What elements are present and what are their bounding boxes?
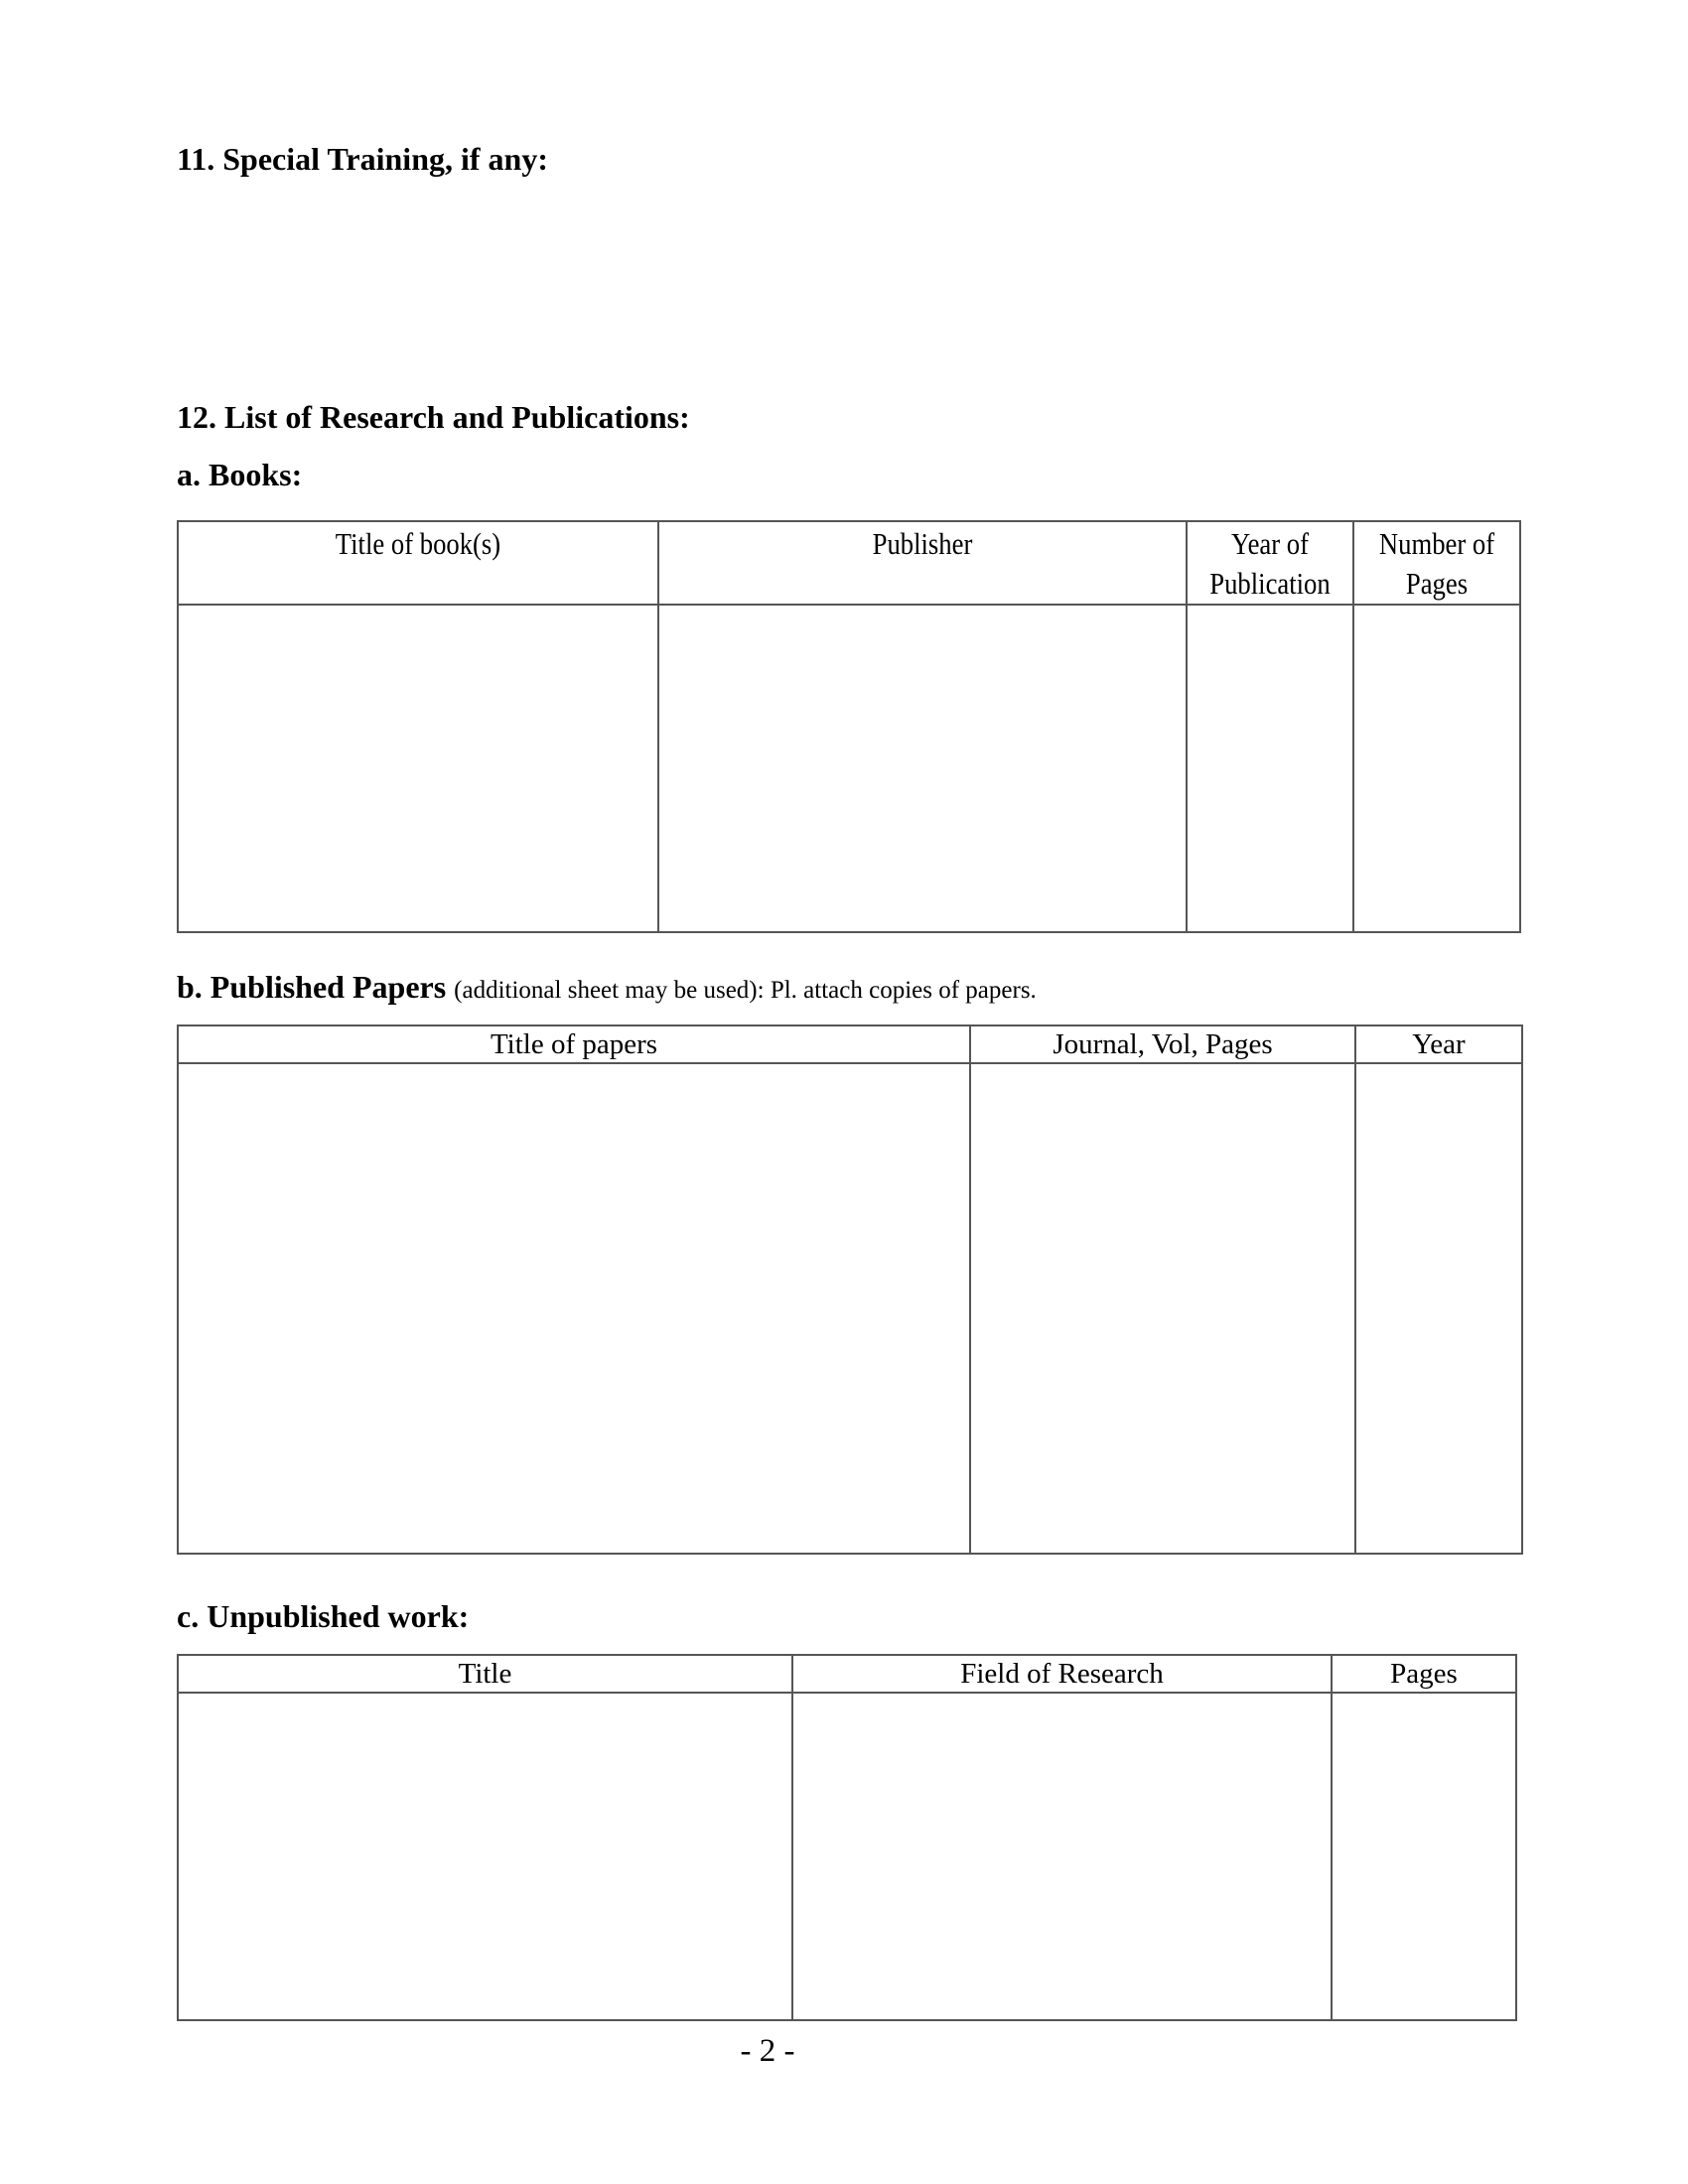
books-table [177,520,1521,933]
unpublished-entry-pages-cell[interactable] [1333,1694,1515,2019]
papers-entry-year-cell[interactable] [1356,1064,1521,1553]
books-col-header-title: Title of book(s) [179,522,659,606]
unpublished-table [177,1654,1517,2021]
research-publications-heading: 12. List of Research and Publications: [177,399,690,435]
page-number: - 2 - [740,2033,795,2069]
papers-table [177,1024,1523,1555]
unpublished-col-header-field: Field of Research [793,1656,1333,1694]
papers-col-header-year: Year [1356,1026,1521,1064]
published-papers-heading [177,971,1037,1003]
papers-entry-journal-cell[interactable] [971,1064,1356,1553]
books-col-header-publisher: Publisher [659,522,1188,606]
books-entry-title-cell[interactable] [179,606,659,931]
books-entry-year-cell[interactable] [1188,606,1354,931]
papers-entry-title-cell[interactable] [179,1064,971,1553]
books-entry-publisher-cell[interactable] [659,606,1188,931]
special-training-heading: 11. Special Training, if any: [177,141,548,177]
books-col-header-pages: Number of Pages [1354,522,1519,606]
unpublished-work-heading: c. Unpublished work: [177,1598,470,1634]
unpublished-entry-title-cell[interactable] [179,1694,793,2019]
published-papers-heading-text: b. Published Papers [177,969,447,1005]
books-heading: a. Books: [177,457,303,492]
books-col-header-year: Year of Publication [1188,522,1354,606]
unpublished-col-header-pages: Pages [1333,1656,1515,1694]
unpublished-col-header-title: Title [179,1656,793,1694]
papers-col-header-journal: Journal, Vol, Pages [971,1026,1356,1064]
unpublished-entry-field-cell[interactable] [793,1694,1333,2019]
papers-col-header-title: Title of papers [179,1026,971,1064]
books-entry-pages-cell[interactable] [1354,606,1519,931]
published-papers-note: (additional sheet may be used): Pl. attach copies of papers. [454,977,1037,1004]
